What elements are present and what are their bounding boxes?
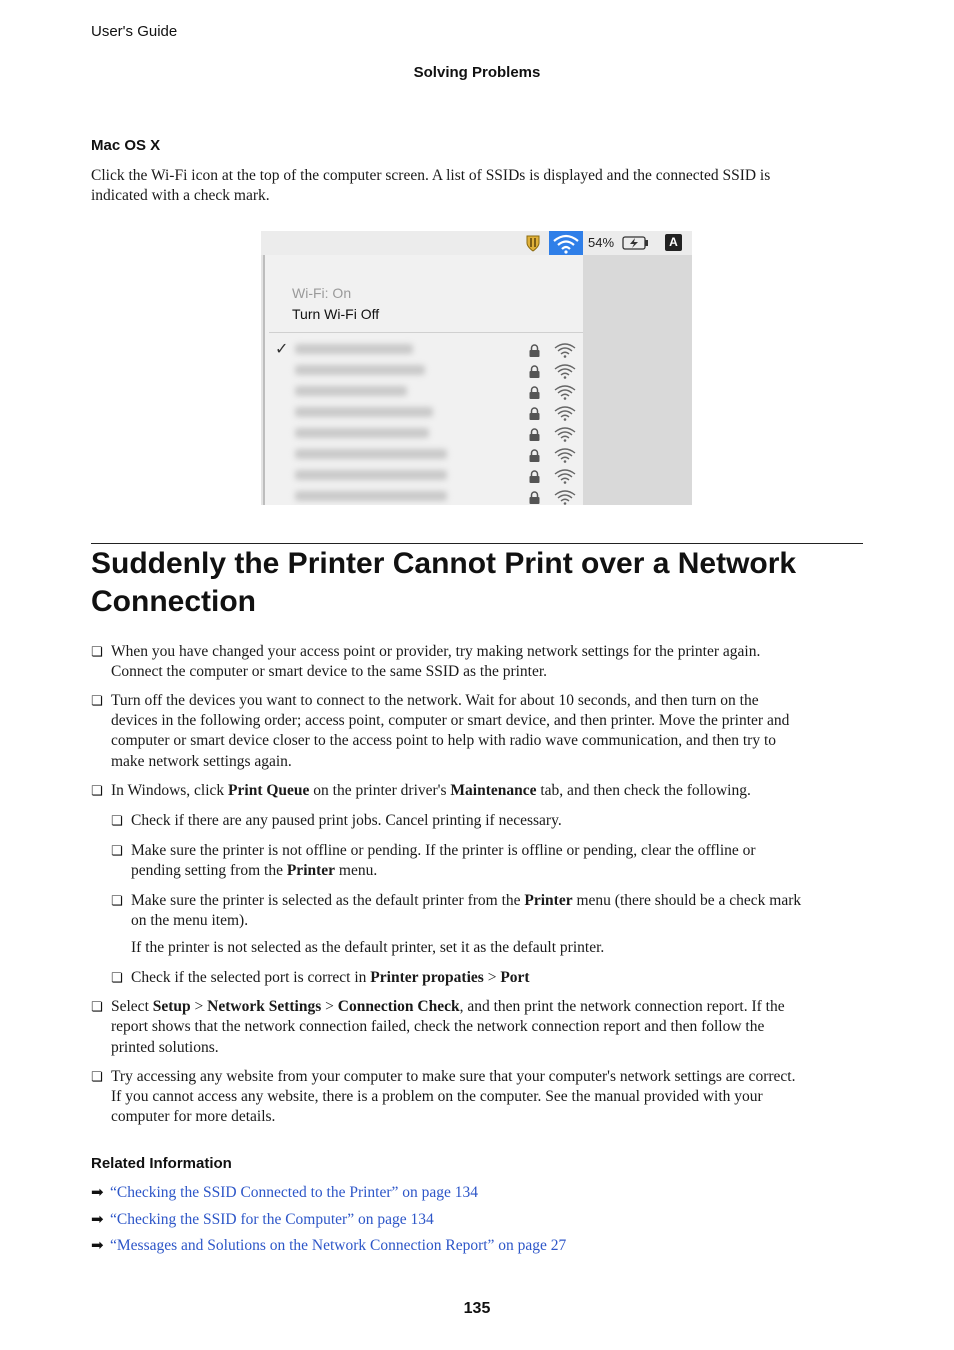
wifi-network-row[interactable] xyxy=(269,402,585,423)
network-name-blurred xyxy=(295,470,447,480)
bullet-1-line-1: When you have changed your access point or provider, try making network settings for the printer again. xyxy=(111,643,761,660)
network-name-blurred xyxy=(295,491,447,501)
bullet-3-line-1: In Windows, click Print Queue on the printer driver's Maintenance tab, and then check the following. xyxy=(111,782,751,799)
wifi-signal-icon xyxy=(554,384,576,400)
lock-icon xyxy=(528,344,541,357)
wifi-network-row[interactable] xyxy=(269,486,585,505)
related-information-heading: Related Information xyxy=(91,1155,232,1172)
network-name-blurred xyxy=(295,344,413,354)
wifi-dropdown-menu xyxy=(263,255,583,505)
sub-bullet-3-line-2: on the menu item). xyxy=(131,912,249,929)
bullet-marker: ❏ xyxy=(91,644,103,659)
connected-check-icon: ✓ xyxy=(275,341,289,358)
bullet-marker: ❏ xyxy=(91,693,103,708)
lock-icon xyxy=(528,428,541,441)
link-ssid-connected-printer[interactable]: “Checking the SSID Connected to the Printer” on page 134 xyxy=(110,1184,479,1201)
wifi-signal-icon xyxy=(554,489,576,505)
mac-instruction-line-2: indicated with a check mark. xyxy=(91,187,270,204)
sub-bullet-marker: ❏ xyxy=(111,843,123,858)
page-heading-line-2: Connection xyxy=(91,585,256,618)
bullet-2-line-4: make network settings again. xyxy=(111,753,292,770)
section-title: Solving Problems xyxy=(413,64,541,81)
network-name-blurred xyxy=(295,407,433,417)
lock-icon xyxy=(528,386,541,399)
bullet-2-line-3: computer or smart device closer to the access point to help with radio wave communication, and then try to xyxy=(111,732,777,749)
mac-instruction-line-1: Click the Wi-Fi icon at the top of the computer screen. A list of SSIDs is displayed and the connected SSID is xyxy=(91,167,771,184)
wifi-signal-icon xyxy=(554,447,576,463)
bullet-4-line-3: printed solutions. xyxy=(111,1039,219,1056)
link-network-report-messages[interactable]: “Messages and Solutions on the Network Connection Report” on page 27 xyxy=(110,1237,567,1254)
bullet-1-line-2: Connect the computer or smart device to the same SSID as the printer. xyxy=(111,663,548,680)
bullet-4-line-1: Select Setup > Network Settings > Connection Check, and then print the network connection report. If the xyxy=(111,998,785,1015)
wifi-status-label: Wi-Fi: On xyxy=(292,285,352,301)
network-name-blurred xyxy=(295,428,429,438)
mac-menu-bar xyxy=(261,231,692,255)
arrow-right-icon: ➡ xyxy=(91,1184,104,1201)
lock-icon xyxy=(528,407,541,420)
wifi-network-row[interactable] xyxy=(269,360,585,381)
sub-bullet-3-line-1: Make sure the printer is selected as the default printer from the Printer menu (there should be a check mark xyxy=(131,892,802,909)
wifi-menu-screenshot xyxy=(261,231,692,505)
sub-bullet-2-line-1: Make sure the printer is not offline or pending. If the printer is offline or pending, clear the offline or xyxy=(131,842,756,859)
arrow-right-icon: ➡ xyxy=(91,1237,104,1254)
page-heading-line-1: Suddenly the Printer Cannot Print over a Network xyxy=(91,547,797,580)
network-name-blurred xyxy=(295,386,407,396)
wifi-network-row[interactable] xyxy=(269,423,585,444)
wifi-network-row[interactable] xyxy=(269,465,585,486)
wifi-icon[interactable] xyxy=(549,231,583,255)
bullet-marker: ❏ xyxy=(91,999,103,1014)
wifi-signal-icon xyxy=(554,405,576,421)
wifi-signal-icon xyxy=(554,342,576,358)
wifi-network-row[interactable] xyxy=(269,444,585,465)
lock-icon xyxy=(528,449,541,462)
battery-charging-icon xyxy=(622,236,650,250)
wifi-signal-icon xyxy=(554,468,576,484)
sub-bullet-marker: ❏ xyxy=(111,813,123,828)
bullet-4-line-2: report shows that the network connection failed, check the network connection report and then follow the xyxy=(111,1018,765,1035)
wifi-network-row[interactable] xyxy=(269,381,585,402)
bullet-2-line-2: devices in the following order; access point, computer or smart device, and then printer. Move the printer and xyxy=(111,712,790,729)
bullet-marker: ❏ xyxy=(91,1069,103,1084)
network-name-blurred xyxy=(295,449,447,459)
sub-bullet-1-line-1: Check if there are any paused print jobs. Cancel printing if necessary. xyxy=(131,812,562,829)
link-ssid-computer[interactable]: “Checking the SSID for the Computer” on page 134 xyxy=(110,1211,434,1228)
bullet-2-line-1: Turn off the devices you want to connect to the network. Wait for about 10 seconds, and then turn on the xyxy=(111,692,759,709)
section-rule xyxy=(91,543,863,544)
battery-percentage: 54% xyxy=(588,235,615,250)
page-heading xyxy=(91,545,871,621)
page-number: 135 xyxy=(463,1300,491,1317)
wifi-signal-icon xyxy=(554,426,576,442)
guide-title: User's Guide xyxy=(91,23,178,40)
lock-icon xyxy=(528,491,541,504)
bullet-marker: ❏ xyxy=(91,783,103,798)
bullet-5-line-2: If you cannot access any website, there is a problem on the computer. See the manual provided with your xyxy=(111,1088,763,1105)
menu-separator xyxy=(269,332,585,333)
mac-os-heading: Mac OS X xyxy=(91,137,161,154)
wifi-signal-icon xyxy=(554,363,576,379)
bullet-5-line-1: Try accessing any website from your computer to make sure that your computer's network settings are correct. xyxy=(111,1068,796,1085)
sub-bullet-4-line-1: Check if the selected port is correct in Printer propaties > Port xyxy=(131,969,530,986)
arrow-right-icon: ➡ xyxy=(91,1211,104,1228)
sub-bullet-marker: ❏ xyxy=(111,970,123,985)
network-name-blurred xyxy=(295,365,425,375)
turn-wifi-off-item[interactable]: Turn Wi-Fi Off xyxy=(292,306,380,322)
security-shield-icon xyxy=(525,234,541,252)
bullet-5-line-3: computer for more details. xyxy=(111,1108,276,1125)
lock-icon xyxy=(528,470,541,483)
sub-bullet-3-note: If the printer is not selected as the default printer, set it as the default printer. xyxy=(131,939,605,956)
lock-icon xyxy=(528,365,541,378)
sub-bullet-2-line-2: pending setting from the Printer menu. xyxy=(131,862,378,879)
input-source-badge[interactable]: A xyxy=(665,234,682,251)
wifi-network-row[interactable] xyxy=(269,339,585,360)
sub-bullet-marker: ❏ xyxy=(111,893,123,908)
desktop-background xyxy=(583,255,692,505)
